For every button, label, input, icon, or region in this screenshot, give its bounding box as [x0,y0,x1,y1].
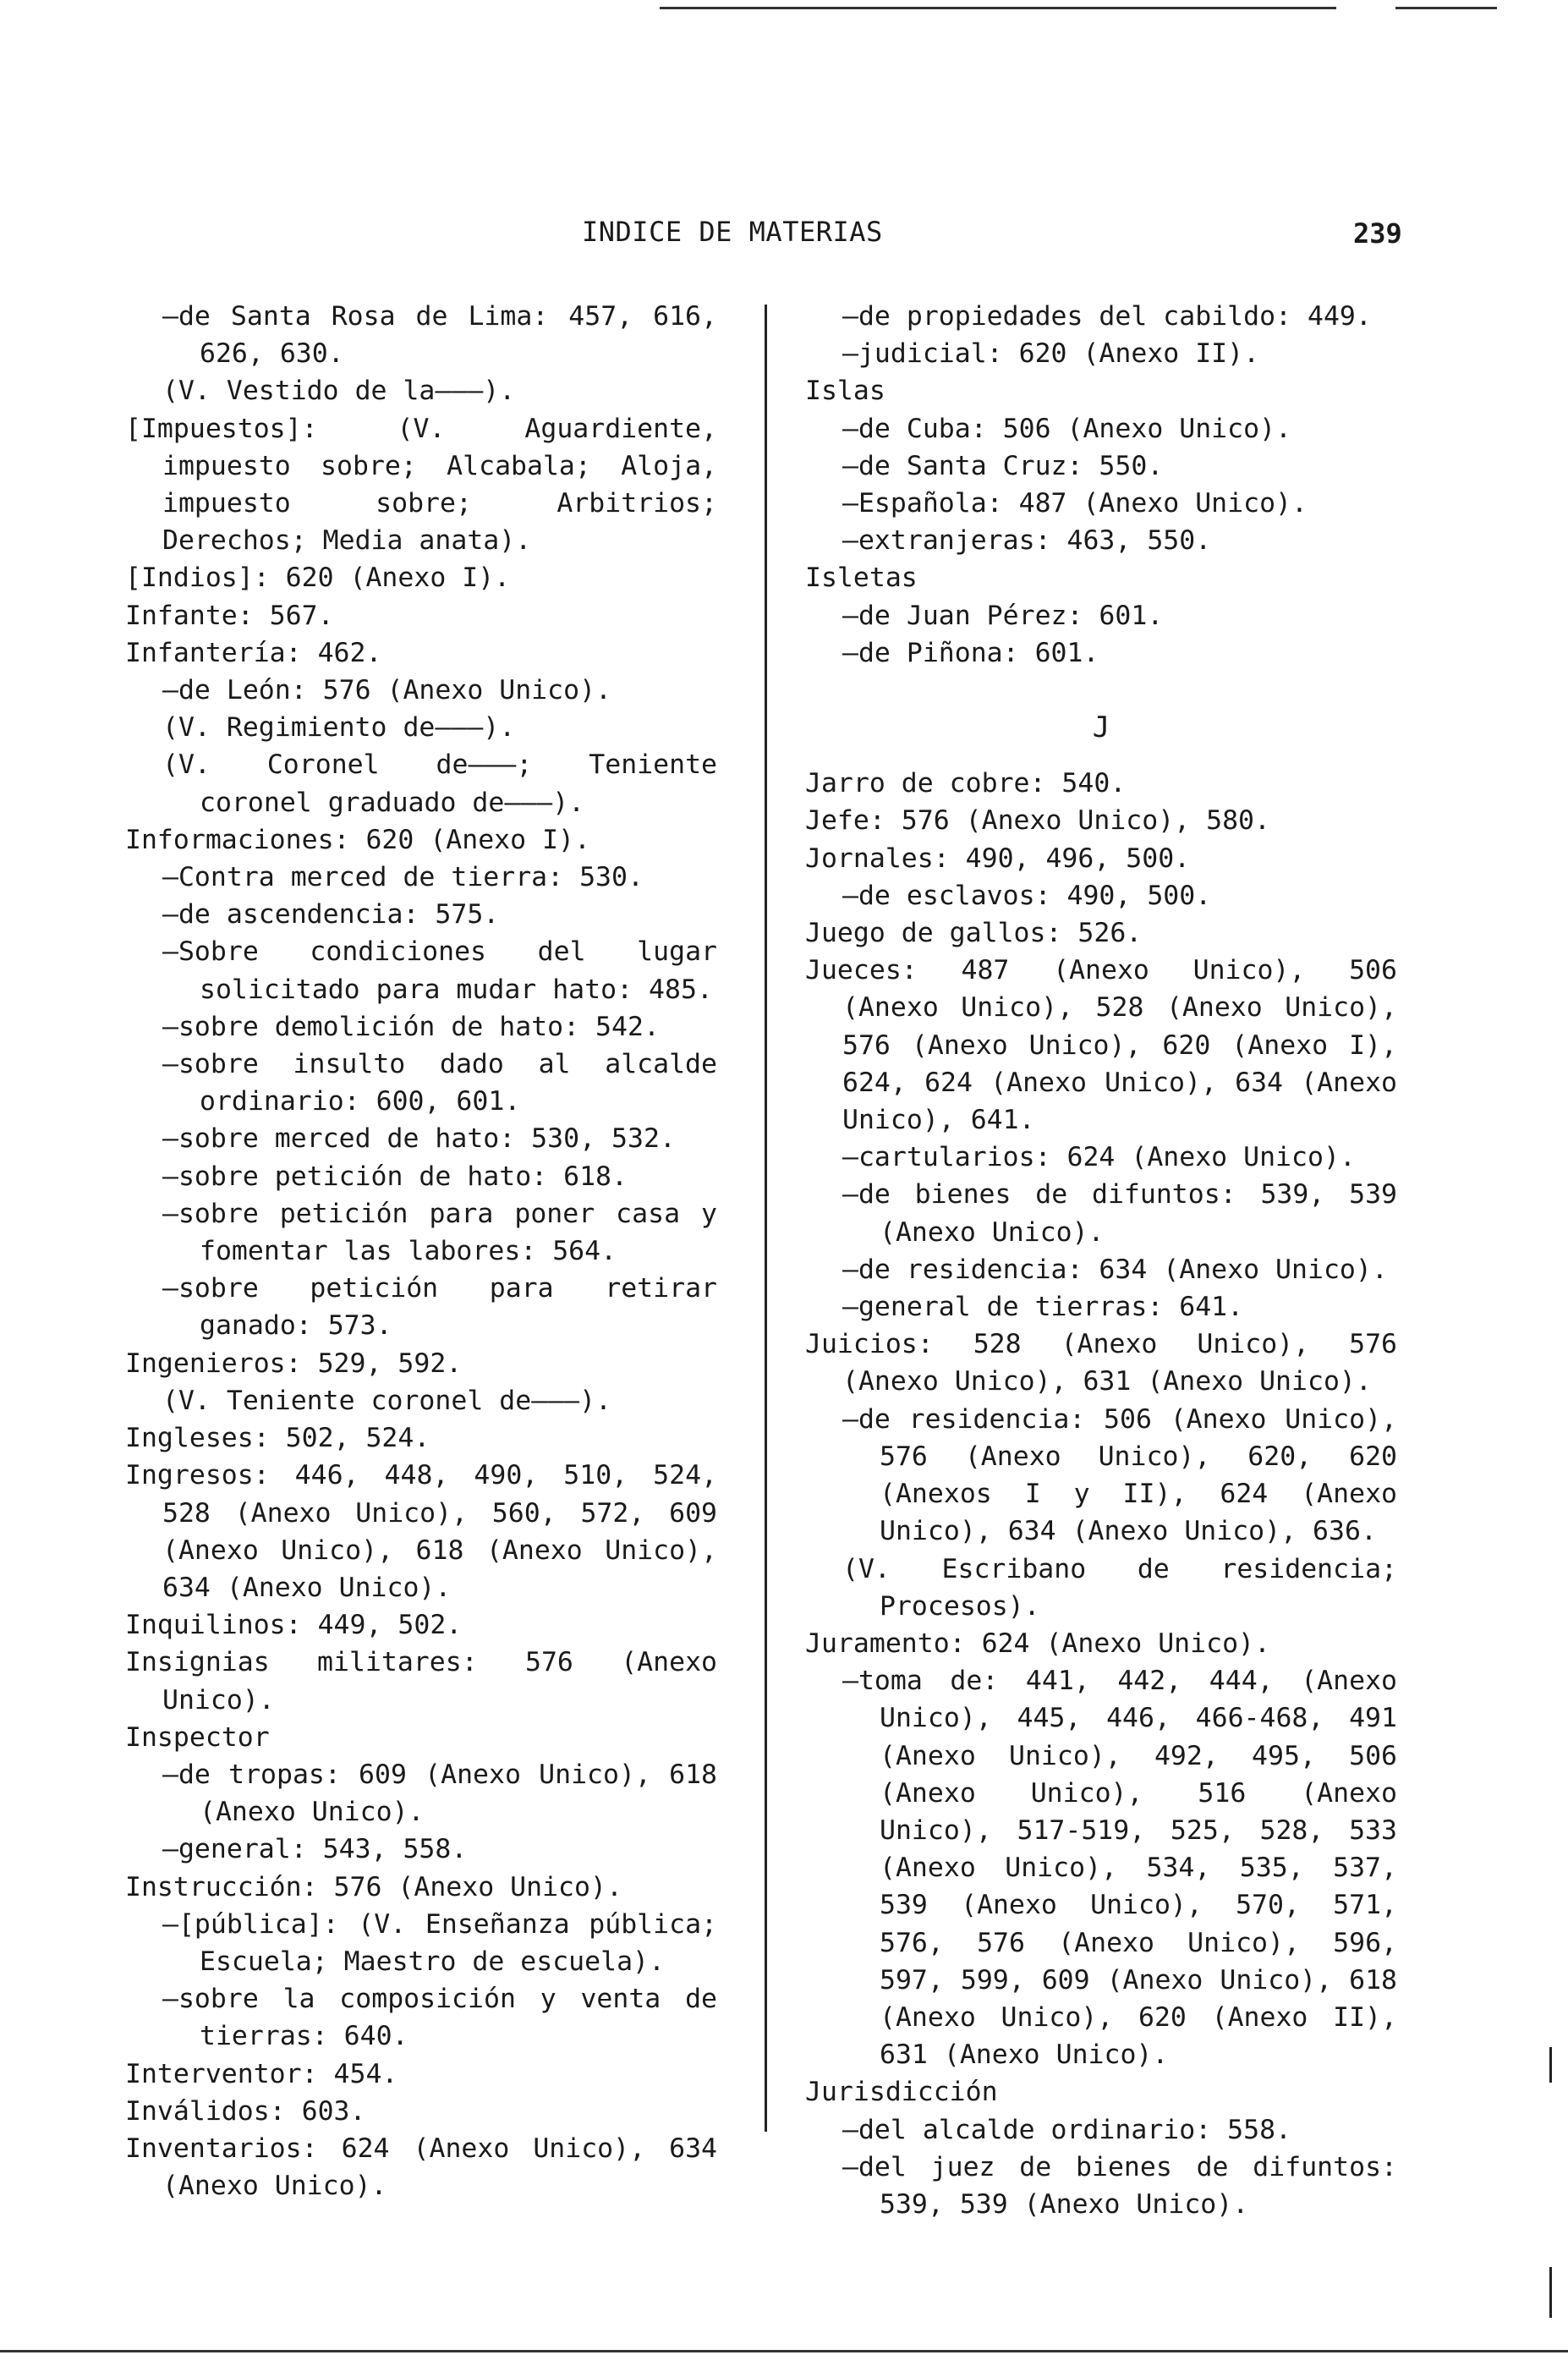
index-entry: Interventor: 454. [125,2058,398,2089]
index-subentry: —sobre insulto dado al alcalde ordinario: 600, 601. [162,1049,717,1117]
running-title: INDICE DE MATERIAS [582,216,883,248]
index-entry: Isletas [805,563,918,594]
index-subentry: —de Piñona: 601. [842,637,1099,668]
index-subentry: —cartularios: 624 (Anexo Unico). [842,1142,1356,1173]
index-subentry: —sobre petición para retirar ganado: 573. [162,1273,717,1342]
index-entry: Infantería: 462. [125,637,382,668]
index-subentry: —del alcalde ordinario: 558. [842,2114,1292,2145]
index-entry: Islas [805,376,885,407]
index-subentry: —de propiedades del cabildo: 449. [842,301,1372,332]
index-subentry: —de Juan Pérez: 601. [842,600,1164,631]
index-entry: Inválidos: 603. [125,2095,366,2127]
margin-mark [1549,2267,1552,2318]
index-entry: Jurisdicción [805,2077,998,2108]
index-entry: [Impuestos]: (V. Aguardiente, impuesto sobre; Alcabala; Aloja, impuesto sobre; Arbitrios; Derechos; Media anata). [125,413,717,557]
index-subentry: —sobre petición de hato: 618. [162,1161,628,1192]
index-subentry: —sobre merced de hato: 530, 532. [162,1123,676,1155]
right-column-bottom-entries [805,765,1397,2223]
right-column [805,298,1397,2223]
section-letter-heading: J [1092,711,1110,745]
top-edge-rule-short [1395,7,1497,9]
index-subentry: —judicial: 620 (Anexo II). [842,338,1260,370]
index-entry: Insignias militares: 576 (Anexo Unico). [125,1647,717,1715]
index-subentry: —del juez de bienes de difuntos: 539, 539 (Anexo Unico). [842,2151,1397,2220]
index-subentry: —de Santa Cruz: 550. [842,450,1164,481]
index-subentry: —general: 543, 558. [162,1834,468,1865]
index-entry: Juicios: 528 (Anexo Unico), 576 (Anexo Unico), 631 (Anexo Unico). [805,1329,1397,1397]
index-entry: Instrucción: 576 (Anexo Unico). [125,1871,622,1902]
index-subentry: —de Santa Rosa de Lima: 457, 616, 626, 630. [162,301,717,370]
index-subentry: (V. Escribano de residencia; Procesos). [842,1553,1397,1622]
page-number: 239 [1353,217,1402,250]
index-subentry: —de León: 576 (Anexo Unico). [162,675,612,706]
index-subentry: —de ascendencia: 575. [162,899,500,930]
index-entry: Ingenieros: 529, 592. [125,1348,463,1379]
index-entry: Jarro de cobre: 540. [805,768,1127,799]
margin-mark [1549,2047,1552,2083]
index-entry: Infante: 567. [125,600,334,631]
index-entry: Jornales: 490, 496, 500. [805,843,1191,874]
index-subentry: —Sobre condiciones del lugar solicitado para mudar hato: 485. [162,936,717,1005]
page-header [0,216,1568,250]
index-subentry: —sobre petición para poner casa y fomentar las labores: 564. [162,1198,717,1267]
index-subentry: (V. Vestido de la———). [162,376,516,407]
index-entry: Juramento: 624 (Anexo Unico). [805,1628,1270,1659]
index-subentry: (V. Coronel de———; Teniente coronel graduado de———). [162,749,717,818]
index-subentry: —extranjeras: 463, 550. [842,525,1212,557]
index-subentry: —de residencia: 506 (Anexo Unico), 576 (Anexo Unico), 620, 620 (Anexos I y II), 624 (Anexo Unico), 634 (Anexo Unico), 636. [842,1403,1397,1547]
index-subentry: —de Cuba: 506 (Anexo Unico). [842,413,1292,444]
index-subentry: —Española: 487 (Anexo Unico). [842,488,1308,519]
top-edge-rule [660,7,1336,9]
index-subentry: —de esclavos: 490, 500. [842,880,1212,911]
index-subentry: —Contra merced de tierra: 530. [162,862,644,893]
index-subentry: —toma de: 441, 442, 444, (Anexo Unico), 445, 446, 466-468, 491 (Anexo Unico), 492, 495, 506 (Anexo Unico), 516 (Anexo Unico), 517-519, 525, 528, 533 (Anexo Unico), 534, 535, 537, 539 (Anexo Unico), 570, 571, 576, 576 (Anexo Unico), 596, 597, 599, 609 (Anexo Unico), 618 (Anexo Unico), 620 (Anexo II), 631 (Anexo Unico). [842,1666,1397,2071]
index-entry: Inquilinos: 449, 502. [125,1610,463,1641]
index-entry: Ingleses: 502, 524. [125,1423,430,1454]
index-subentry: —[pública]: (V. Enseñanza pública; Escuela; Maestro de escuela). [162,1908,717,1977]
bottom-edge-rule [0,2350,1568,2352]
right-column-top-entries [805,298,1397,672]
index-subentry: —de tropas: 609 (Anexo Unico), 618 (Anexo Unico). [162,1759,717,1828]
index-entry: Ingresos: 446, 448, 490, 510, 524, 528 (Anexo Unico), 560, 572, 609 (Anexo Unico), 618 (Anexo Unico), 634 (Anexo Unico). [125,1460,717,1603]
index-entry: Inspector [125,1721,270,1753]
index-entry: Jefe: 576 (Anexo Unico), 580. [805,805,1270,837]
index-entry: Jueces: 487 (Anexo Unico), 506 (Anexo Unico), 528 (Anexo Unico), 576 (Anexo Unico), 620 (Anexo I), 624, 624 (Anexo Unico), 634 (Anexo Unico), 641. [805,955,1397,1136]
index-entry: Inventarios: 624 (Anexo Unico), 634 (Anexo Unico). [125,2133,717,2202]
left-column [125,298,717,2204]
index-entry: [Indios]: 620 (Anexo I). [125,563,511,594]
index-subentry: (V. Teniente coronel de———). [162,1385,612,1416]
index-subentry: —de residencia: 634 (Anexo Unico). [842,1254,1388,1285]
index-entry: Informaciones: 620 (Anexo I). [125,824,590,855]
index-subentry: (V. Regimiento de———). [162,712,516,744]
index-subentry: —general de tierras: 641. [842,1292,1244,1323]
column-divider [765,305,767,2132]
index-subentry: —sobre la composición y venta de tierras: 640. [162,1984,717,2052]
index-subentry: —sobre demolición de hato: 542. [162,1011,660,1042]
index-entry: Juego de gallos: 526. [805,918,1143,949]
index-subentry: —de bienes de difuntos: 539, 539 (Anexo Unico). [842,1179,1397,1248]
